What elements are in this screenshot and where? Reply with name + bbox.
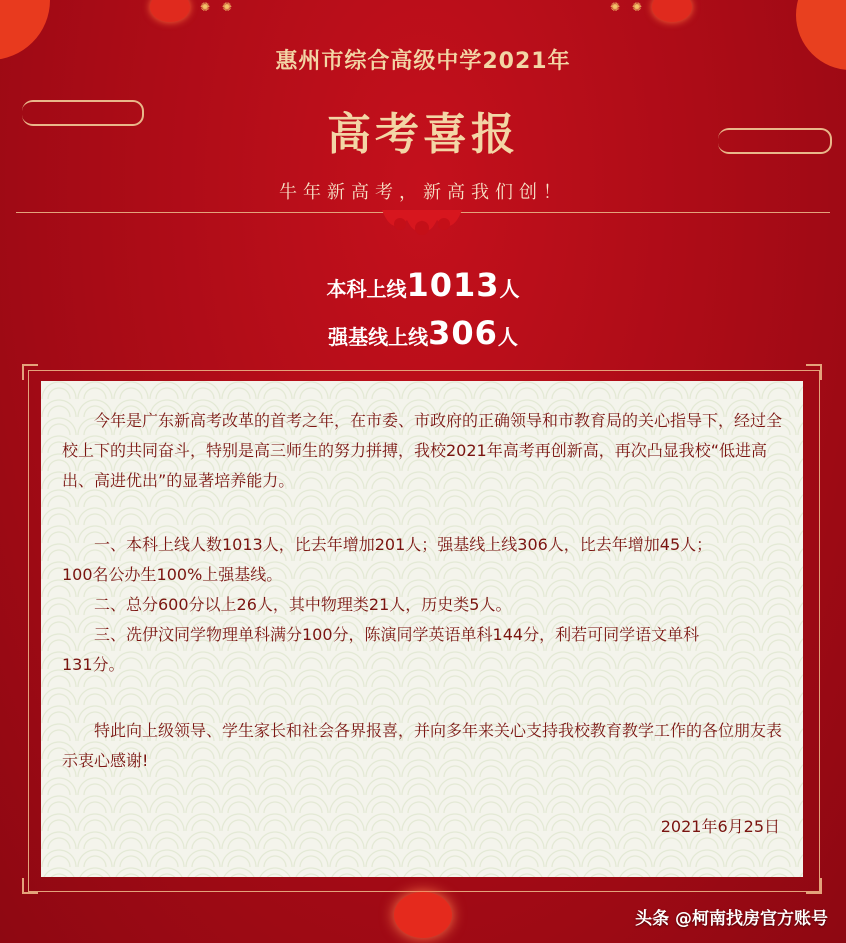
page-title: 高考喜报 [327, 109, 519, 160]
slogan: 牛年新高考，新高我们创！ [279, 182, 567, 203]
achievement-item-3-cont: 131分。 [62, 655, 125, 674]
frame-corner-decor [806, 364, 822, 380]
achievement-item-1-cont: 100名公办生100%上强基线。 [62, 565, 283, 584]
frame-corner-decor [806, 878, 822, 894]
stat-strong-base [0, 314, 846, 352]
stat-unit: 人 [499, 277, 520, 301]
achievement-item-1: 一、本科上线人数1013人，比去年增加201人；强基线上线306人，比去年增加45人； [94, 535, 713, 554]
achievement-item-3: 三、冼伊汶同学物理单科满分100分，陈演同学英语单科144分，利若可同学语文单科 [94, 625, 700, 644]
achievement-item-2: 二、总分600分以上26人，其中物理类21人，历史类5人。 [94, 595, 512, 614]
intro-paragraph: 今年是广东新高考改革的首考之年，在市委、市政府的正确领导和市教育局的关心指导下，经过全校上下的共同奋斗，特别是高三师生的努力拼搏，我校2021年高考再创新高，再次凸显我校“低进高出、高进优出”的显著培养能力。 [62, 411, 783, 490]
lantern-icon [652, 0, 692, 22]
school-title: 惠州市综合高级中学2021年 [275, 49, 571, 74]
frame-corner-decor [22, 878, 38, 894]
achievement-list [62, 530, 782, 680]
lantern-icon [150, 0, 190, 22]
firework-sparkle-icon: ✺ ✺ [610, 0, 646, 14]
stat-label: 强基线上线 [328, 325, 429, 349]
stat-number: 1013 [406, 266, 500, 304]
stat-label: 本科上线 [326, 277, 407, 301]
stat-undergraduate [0, 266, 846, 304]
closing-paragraph: 特此向上级领导、学生家长和社会各界报喜，并向多年来关心支持我校教育教学工作的各位朋友表示衷心感谢! [62, 721, 783, 770]
firework-sparkle-icon: ✺ ✺ [200, 0, 236, 14]
stat-unit: 人 [497, 325, 518, 349]
watermark: 头条 @柯南找房官方账号 [635, 909, 828, 929]
lantern-icon [394, 892, 452, 938]
chinese-cloud-knot-icon [372, 206, 472, 244]
date: 2021年6月25日 [660, 817, 780, 836]
frame-corner-decor [22, 364, 38, 380]
stat-number: 306 [428, 314, 498, 352]
